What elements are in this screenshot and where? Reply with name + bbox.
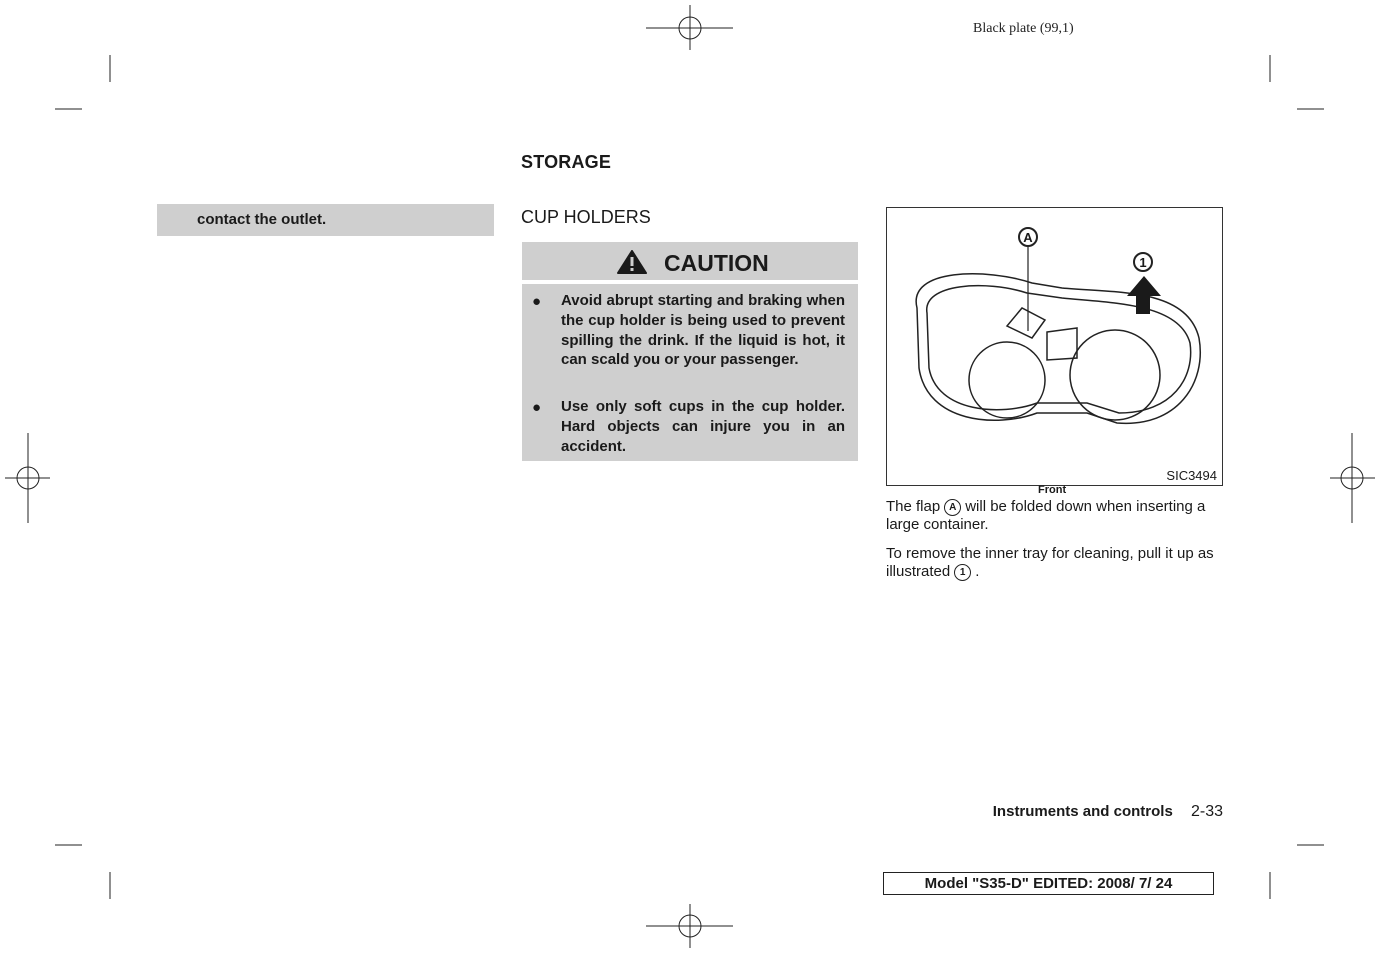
figure-caption-front: Front [1038,484,1067,496]
paragraph-remove-tray [886,545,1223,581]
plate-label: Black plate (99,1) [973,21,1074,36]
caution-title: CAUTION [664,250,769,276]
up-arrow-icon [1127,276,1161,314]
registration-target-icon [1330,433,1375,523]
callout-1: 1 [1139,255,1147,270]
bullet-icon: ● [532,293,542,310]
cup-holder-figure [886,207,1223,486]
subsection-title: CUP HOLDERS [521,207,651,227]
section-title: STORAGE [521,152,612,172]
registration-target-icon [646,904,733,948]
continued-note-box [157,204,494,236]
page-number: 2-33 [1190,803,1223,820]
caution-item: Use only soft cups in the cup holder. Hard objects can injure you in an accident. [561,398,845,455]
figure-code: SIC3494 [1166,468,1217,483]
paragraph-text: . [975,563,980,580]
paragraph-text: will be folded down when inserting a large container. [886,498,1206,533]
continued-note-text: contact the outlet. [197,211,327,228]
footer-section: Instruments and controls [992,803,1173,820]
caution-body [522,284,858,461]
registration-target-icon [646,5,733,50]
model-edited-box: Model "S35-D" EDITED: 2008/ 7/ 24 [883,872,1214,895]
warning-triangle-icon [617,250,647,274]
paragraph-text: The flap [886,498,941,515]
registration-target-icon [5,433,50,523]
paragraph-text: To remove the inner tray for cleaning, pull it up as illustrated [886,545,1214,580]
callout-1-marker: 1 [954,564,971,581]
caution-item: Avoid abrupt starting and braking when the cup holder is being used to prevent spilling the drink. If the liquid is hot, it can scald you or your passenger. [561,292,845,369]
callout-a: A [1023,230,1033,245]
bullet-icon: ● [532,399,542,416]
paragraph-flap [886,498,1223,534]
page-footer [993,803,1223,821]
callout-a-marker: A [944,499,961,516]
caution-header [522,242,858,280]
cup-holder-illustration [887,208,1222,485]
